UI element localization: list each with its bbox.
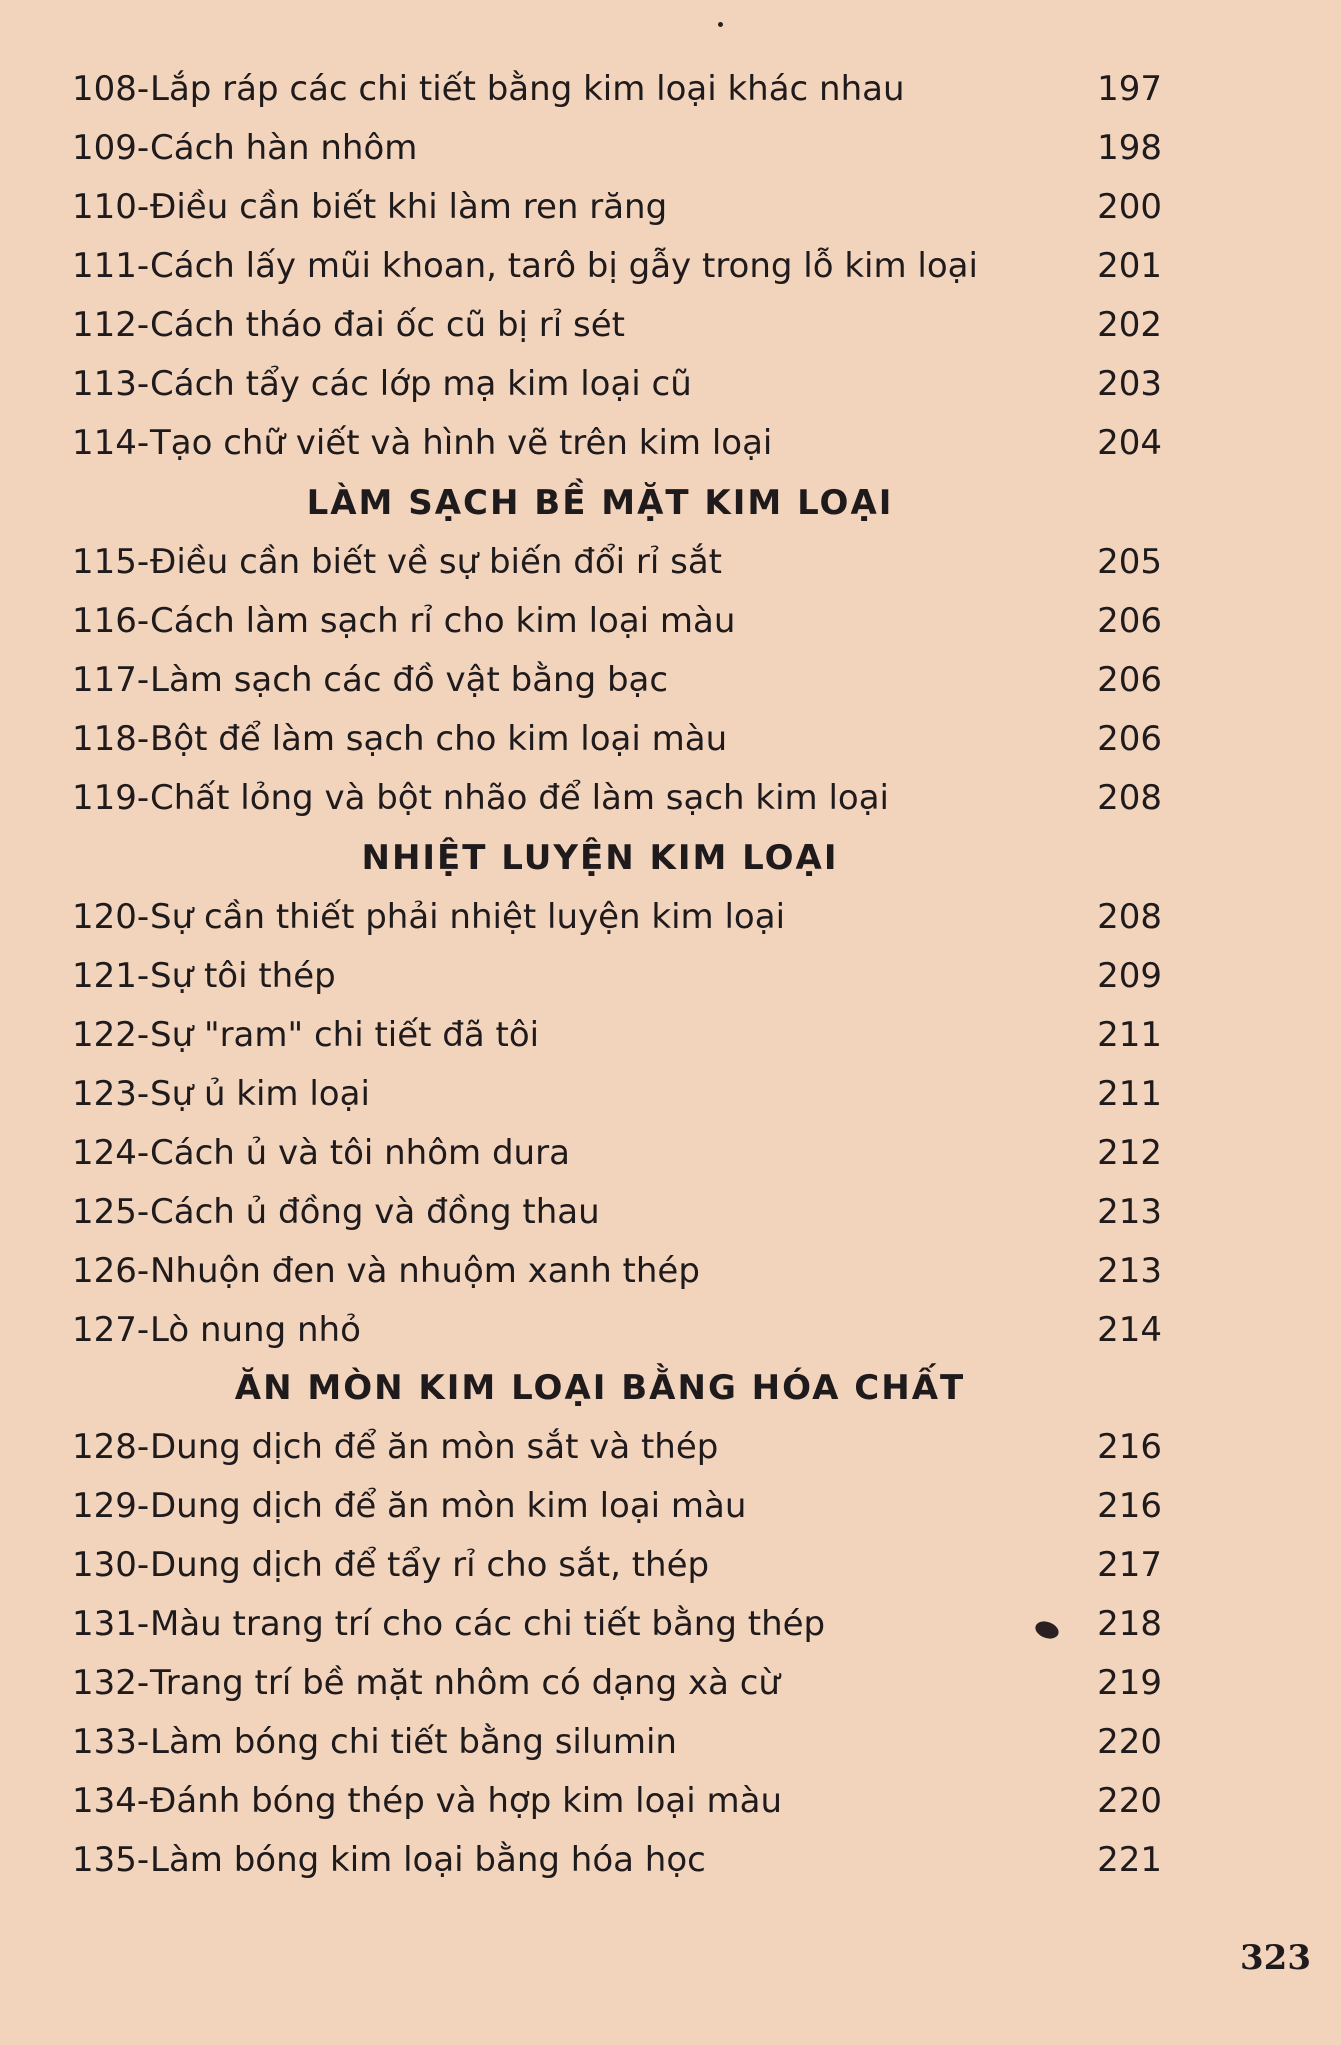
- entry-title: Làm bóng chi tiết bằng silumin: [150, 1722, 677, 1762]
- entry-title: Cách ủ đồng và đồng thau: [150, 1192, 600, 1232]
- entry-title: Cách tháo đai ốc cũ bị rỉ sét: [150, 305, 626, 345]
- entry-title: Dung dịch để ăn mòn kim loại màu: [150, 1486, 747, 1526]
- toc-entry: 134-Đánh bóng thép và hợp kim loại màu 220: [72, 1776, 1192, 1826]
- entry-page: 220: [1097, 1722, 1162, 1762]
- entry-page: 208: [1097, 897, 1162, 937]
- entry-title: Làm bóng kim loại bằng hóa học: [150, 1840, 706, 1880]
- toc-entry: 129-Dung dịch để ăn mòn kim loại màu 216: [72, 1481, 1192, 1531]
- entry-page: 200: [1097, 187, 1162, 227]
- entry-page: 220: [1097, 1781, 1162, 1821]
- entry-page: 213: [1097, 1251, 1162, 1291]
- entry-page: 198: [1097, 128, 1162, 168]
- toc-entry: 132-Trang trí bề mặt nhôm có dạng xà cừ 219: [72, 1658, 1192, 1708]
- entry-page: 217: [1097, 1545, 1162, 1585]
- entry-page: 211: [1097, 1074, 1162, 1114]
- entry-page: 216: [1097, 1427, 1162, 1467]
- entry-title: Cách lấy mũi khoan, tarô bị gẫy trong lỗ kim loại: [150, 246, 978, 286]
- entry-page: 205: [1097, 542, 1162, 582]
- entry-page: 219: [1097, 1663, 1162, 1703]
- entry-page: 212: [1097, 1133, 1162, 1173]
- entry-page: 197: [1097, 69, 1162, 109]
- entry-title: Sự ủ kim loại: [150, 1074, 370, 1114]
- toc-entry: 117-Làm sạch các đồ vật bằng bạc 206: [72, 655, 1192, 705]
- entry-title: Dung dịch để tẩy rỉ cho sắt, thép: [150, 1545, 710, 1585]
- entry-title: Dung dịch để ăn mòn sắt và thép: [150, 1427, 719, 1467]
- toc-entry: 112-Cách tháo đai ốc cũ bị rỉ sét 202: [72, 300, 1192, 350]
- entry-page: 201: [1097, 246, 1162, 286]
- entry-title: Màu trang trí cho các chi tiết bằng thép: [150, 1604, 826, 1644]
- entry-title: Điều cần biết về sự biến đổi rỉ sắt: [150, 542, 723, 582]
- entry-title: Điều cần biết khi làm ren răng: [150, 187, 668, 227]
- entry-title: Cách làm sạch rỉ cho kim loại màu: [150, 601, 736, 641]
- entry-title: Lò nung nhỏ: [150, 1310, 361, 1350]
- toc-entry: 121-Sự tôi thép 209: [72, 951, 1192, 1001]
- toc-entry: 113-Cách tẩy các lớp mạ kim loại cũ 203: [72, 359, 1192, 409]
- entry-page: 206: [1097, 601, 1162, 641]
- toc-entry: 110-Điều cần biết khi làm ren răng 200: [72, 182, 1192, 232]
- toc-entry: 124-Cách ủ và tôi nhôm dura 212: [72, 1128, 1192, 1178]
- entry-title: Bột để làm sạch cho kim loại màu: [150, 719, 728, 759]
- entry-title: Nhuộn đen và nhuộm xanh thép: [150, 1251, 700, 1291]
- entry-page: 211: [1097, 1015, 1162, 1055]
- toc-entry: 130-Dung dịch để tẩy rỉ cho sắt, thép 217: [72, 1540, 1192, 1590]
- toc-entry: 122-Sự "ram" chi tiết đã tôi 211: [72, 1010, 1192, 1060]
- toc-entry: 118-Bột để làm sạch cho kim loại màu 206: [72, 714, 1192, 764]
- toc-entry: 128-Dung dịch để ăn mòn sắt và thép 216: [72, 1422, 1192, 1472]
- toc-entry: 131-Màu trang trí cho các chi tiết bằng thép 218: [72, 1599, 1192, 1649]
- toc-entry: 111-Cách lấy mũi khoan, tarô bị gẫy trong lỗ kim loại 201: [72, 241, 1192, 291]
- entry-page: 213: [1097, 1192, 1162, 1232]
- entry-title: Trang trí bề mặt nhôm có dạng xà cừ: [150, 1663, 780, 1703]
- entry-title: Sự tôi thép: [150, 956, 336, 996]
- toc-entry: 119-Chất lỏng và bột nhão để làm sạch kim loại 208: [72, 773, 1192, 823]
- entry-page: 218: [1097, 1604, 1162, 1644]
- section-heading: LÀM SẠCH BỀ MẶT KIM LOẠI: [306, 483, 894, 523]
- toc-entry: 115-Điều cần biết về sự biến đổi rỉ sắt 205: [72, 537, 1192, 587]
- entry-title: Sự cần thiết phải nhiệt luyện kim loại: [150, 897, 786, 937]
- toc-entry: 116-Cách làm sạch rỉ cho kim loại màu 206: [72, 596, 1192, 646]
- toc-entry: 108-Lắp ráp các chi tiết bằng kim loại khác nhau 197: [72, 64, 1192, 114]
- entry-title: Làm sạch các đồ vật bằng bạc: [150, 660, 669, 700]
- entry-page: 216: [1097, 1486, 1162, 1526]
- entry-title: Đánh bóng thép và hợp kim loại màu: [150, 1781, 783, 1821]
- entry-page: 214: [1097, 1310, 1162, 1350]
- entry-page: 209: [1097, 956, 1162, 996]
- toc-entry: 114-Tạo chữ viết và hình vẽ trên kim loại 204: [72, 418, 1192, 468]
- entry-page: 202: [1097, 305, 1162, 345]
- print-speck: [718, 22, 723, 27]
- toc-entry: 109-Cách hàn nhôm 198: [72, 123, 1192, 173]
- entry-page: 206: [1097, 660, 1162, 700]
- entry-page: 221: [1097, 1840, 1162, 1880]
- section-heading: NHIỆT LUYỆN KIM LOẠI: [361, 838, 839, 878]
- toc-entry: 123-Sự ủ kim loại 211: [72, 1069, 1192, 1119]
- entry-title: Lắp ráp các chi tiết bằng kim loại khác nhau: [150, 69, 905, 109]
- entry-title: Tạo chữ viết và hình vẽ trên kim loại: [150, 423, 773, 463]
- entry-title: Sự "ram" chi tiết đã tôi: [150, 1015, 540, 1055]
- section-heading: ĂN MÒN KIM LOẠI BẰNG HÓA CHẤT: [234, 1368, 966, 1408]
- entry-page: 204: [1097, 423, 1162, 463]
- toc-entry: 133-Làm bóng chi tiết bằng silumin 220: [72, 1717, 1192, 1767]
- entry-title: Cách hàn nhôm: [150, 128, 418, 168]
- entry-page: 208: [1097, 778, 1162, 818]
- toc-entry: 125-Cách ủ đồng và đồng thau 213: [72, 1187, 1192, 1237]
- entry-title: Chất lỏng và bột nhão để làm sạch kim loại: [150, 778, 889, 818]
- entry-page: 203: [1097, 364, 1162, 404]
- toc-entry: 126-Nhuộn đen và nhuộm xanh thép 213: [72, 1246, 1192, 1296]
- entry-title: Cách ủ và tôi nhôm dura: [150, 1133, 570, 1173]
- toc-entry: 127-Lò nung nhỏ 214: [72, 1305, 1192, 1355]
- toc-entry: 120-Sự cần thiết phải nhiệt luyện kim loại 208: [72, 892, 1192, 942]
- entry-page: 206: [1097, 719, 1162, 759]
- entry-title: Cách tẩy các lớp mạ kim loại cũ: [150, 364, 692, 404]
- page-number: 323: [1240, 1938, 1311, 1978]
- toc-entry: 135-Làm bóng kim loại bằng hóa học 221: [72, 1835, 1192, 1885]
